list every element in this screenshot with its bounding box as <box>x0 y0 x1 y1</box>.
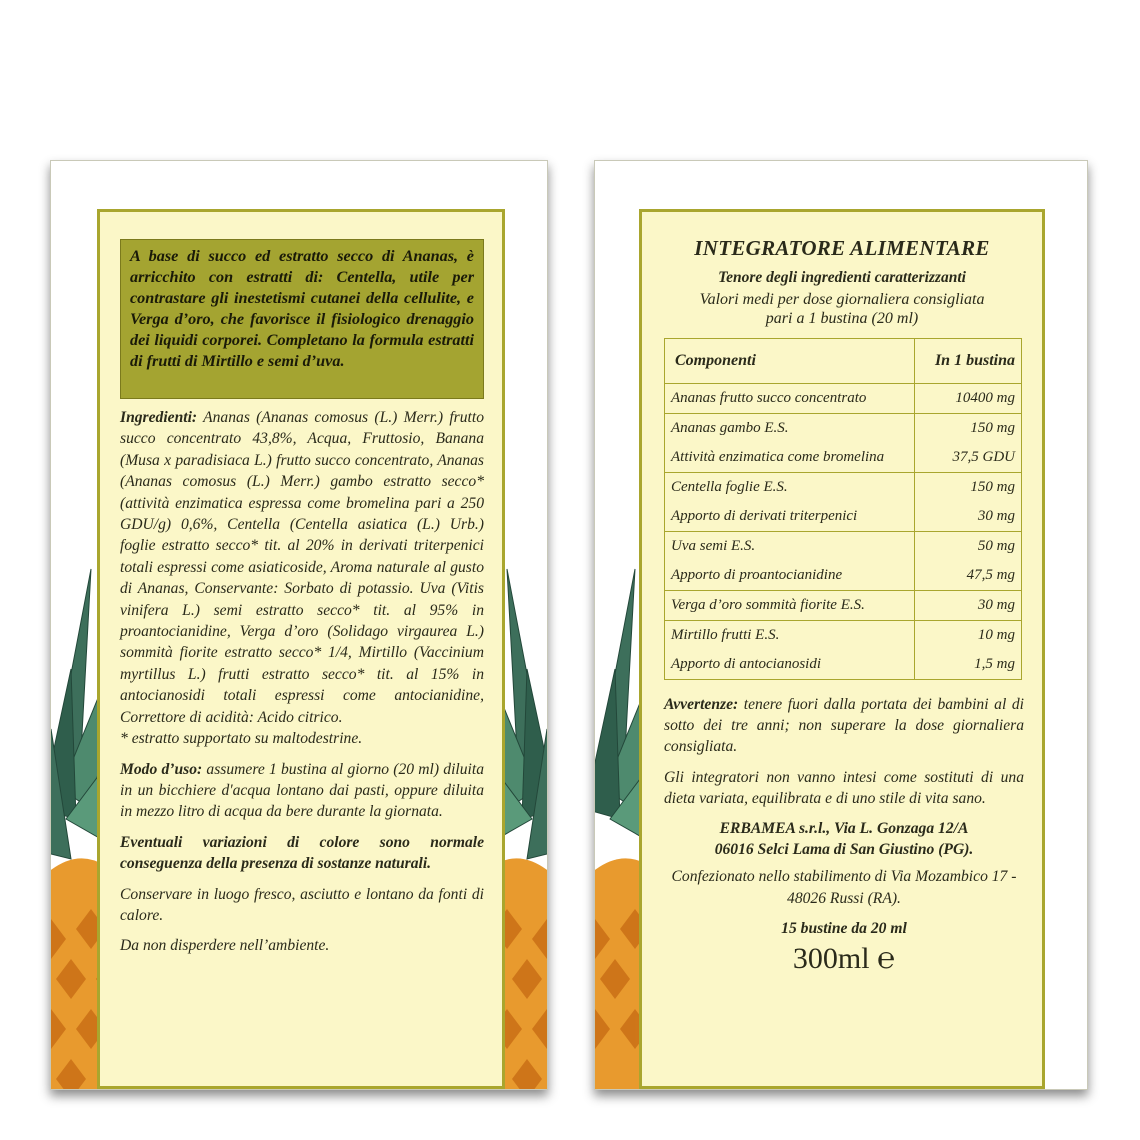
table-row <box>665 591 1022 621</box>
table-row <box>665 650 1022 680</box>
component-qty: 37,5 GDU <box>914 443 1021 473</box>
table-row <box>665 473 1022 503</box>
header-components: Componenti <box>665 339 915 384</box>
component-name: Apporto di antocianosidi <box>665 650 915 680</box>
left-label-panel <box>50 160 548 1090</box>
right-text-panel <box>639 209 1045 1089</box>
component-qty: 1,5 mg <box>914 650 1021 680</box>
left-body-text <box>120 407 484 966</box>
usage-paragraph <box>120 759 484 823</box>
component-qty: 150 mg <box>914 414 1021 444</box>
left-text-panel <box>97 209 505 1089</box>
component-qty: 10400 mg <box>914 384 1021 414</box>
table-header-row <box>665 339 1022 384</box>
component-qty: 50 mg <box>914 532 1021 562</box>
color-note <box>120 832 484 875</box>
component-name: Verga d’oro sommità fiorite E.S. <box>665 591 915 621</box>
ingredients-label: Ingredienti: <box>120 409 198 426</box>
header-quantity: In 1 bustina <box>914 339 1021 384</box>
table-row <box>665 561 1022 591</box>
right-body-text <box>664 694 1024 976</box>
dose-subtitle-line1: Valori medi per dose giornaliera consigliata <box>699 291 985 308</box>
component-name: Uva semi E.S. <box>665 532 915 562</box>
component-qty: 30 mg <box>914 502 1021 532</box>
components-table <box>664 338 1022 680</box>
component-qty: 150 mg <box>914 473 1021 503</box>
company-address <box>664 818 1024 860</box>
table-row <box>665 532 1022 562</box>
component-name: Mirtillo frutti E.S. <box>665 621 915 651</box>
pack-size-text: 15 bustine da 20 ml <box>781 919 907 937</box>
warning-text: tenere fuori dalla portata dei bambini al di sotto dei tre anni; non superare la dose giornaliera consigliata. <box>664 696 1024 756</box>
component-qty: 47,5 mg <box>914 561 1021 591</box>
table-row <box>665 384 1022 414</box>
product-category-title: INTEGRATORE ALIMENTARE <box>694 236 990 260</box>
dose-subtitle <box>642 290 1042 328</box>
storage-note: Conservare in luogo fresco, asciutto e lontano da fonti di calore. <box>120 885 484 924</box>
warning-label: Avvertenze: <box>664 696 739 713</box>
company-line2: 06016 Selci Lama di San Giustino (PG). <box>714 841 974 859</box>
component-qty: 30 mg <box>914 591 1021 621</box>
warning-paragraph <box>664 694 1024 758</box>
component-name: Ananas gambo E.S. <box>665 414 915 444</box>
right-label-panel <box>594 160 1088 1090</box>
disposal-note: Da non disperdere nell’ambiente. <box>120 937 330 955</box>
usage-label: Modo d’uso: <box>120 760 203 778</box>
component-name: Ananas frutto succo concentrato <box>665 384 915 414</box>
table-row <box>665 414 1022 444</box>
usage-text: assumere 1 bustina al giorno (20 ml) diluita in un bicchiere d'acqua lontano dai pasti, oppure diluita in mezzo litro di acqua da bere durante la giornata. <box>120 760 484 821</box>
ingredients-subtitle: Tenore degli ingredienti caratterizzanti <box>718 269 966 286</box>
component-name: Centella foglie E.S. <box>665 473 915 503</box>
component-qty: 10 mg <box>914 621 1021 651</box>
dose-subtitle-line2: pari a 1 bustina (20 ml) <box>765 310 919 327</box>
disclaimer: Gli integratori non vanno intesi come sostituti di una dieta variata, equilibrata e di uno stile di vita sano. <box>664 768 1024 807</box>
table-row <box>665 621 1022 651</box>
table-row <box>665 443 1022 473</box>
packaging-site: Confezionato nello stabilimento di Via Mozambico 17 - 48026 Russi (RA). <box>671 868 1017 907</box>
ingredients-paragraph <box>120 407 484 728</box>
footnote: * estratto supportato su maltodestrine. <box>120 730 363 748</box>
intro-box: A base di succo ed estratto secco di Ananas, è arricchito con estratti di: Centella, utile per contrastare gli inestetismi cutanei della cellulite, e Verga d’oro, che favorisce il fisiologico drenaggio dei liquidi corporei. Completano la formula estratti di frutti di Mirtillo e semi d’uva. <box>120 239 484 399</box>
table-row <box>665 502 1022 532</box>
component-name: Apporto di derivati triterpenici <box>665 502 915 532</box>
company-line1: ERBAMEA s.r.l., Via L. Gonzaga 12/A <box>719 820 969 838</box>
volume-mark: 300ml ℮ <box>792 942 896 976</box>
component-name: Apporto di proantocianidine <box>665 561 915 591</box>
component-name: Attività enzimatica come bromelina <box>665 443 915 473</box>
color-note-text: Eventuali variazioni di colore sono normale conseguenza della presenza di sostanze naturali. <box>120 833 484 873</box>
ingredients-text: Ananas (Ananas comosus (L.) Merr.) frutto succo concentrato 43,8%, Acqua, Fruttosio, Banana (Musa x paradisiaca L.) frutto succo concentrato, Ananas (Ananas comosus (L.) Merr.) gambo estratto secco* (attività enzimatica espressa come bromelina pari a 250 GDU/g) 0,6%, Centella (Centella asiatica (L.) Urb.) foglie estratto secco* tit. al 20% in derivati triterpenici totali espressi come asiaticoside, Aroma naturale al gusto di Ananas, Conservante: Sorbato di potassio. Uva (Vitis vinifera L.) semi estratto secco* tit. al 95% in proantocianidine, Verga d’oro (Solidago virgaurea L.) sommità fiorite estratto secco* 1/4, Mirtillo (Vaccinium myrtillus L.) frutti estratto secco* tit. al 15% in antocianosidi totali espressi come antocianidine, Correttore di acidità: Acido citrico. <box>120 409 484 726</box>
pack-size <box>664 918 1024 939</box>
